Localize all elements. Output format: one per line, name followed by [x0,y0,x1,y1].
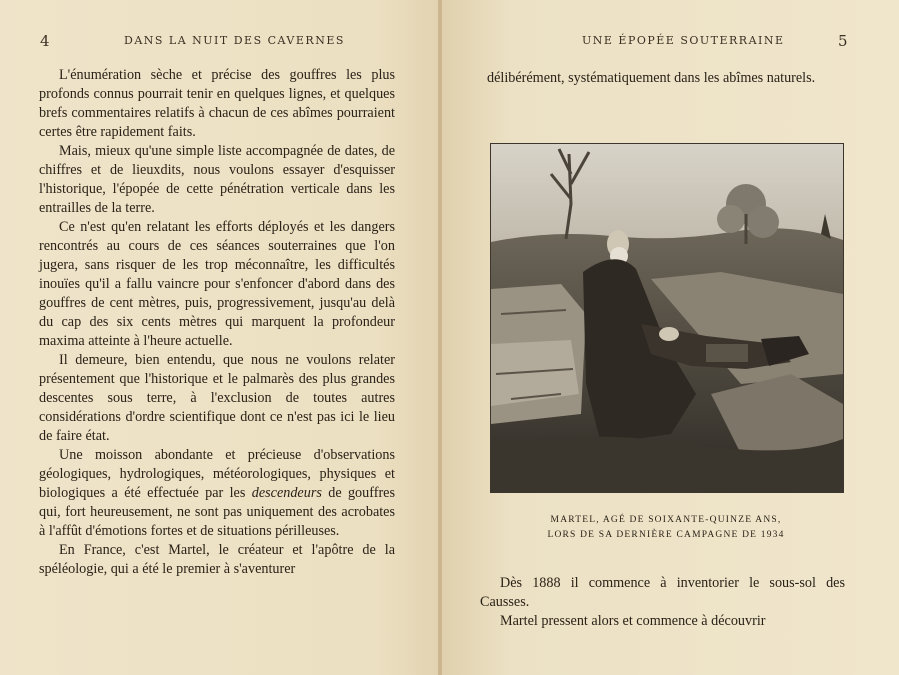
paragraph: Mais, mieux qu'une simple liste accompagnée de dates, de chiffres et de lieuxdits, nous voulons essayer d'esquisser l'historique, l'épopée de cette pénétration verticale dans les entrailles de la terre. [39,143,395,216]
caption-line: MARTEL, AGÉ DE SOIXANTE-QUINZE ANS, [550,515,782,525]
left-page [0,0,440,675]
caption-line: LORS DE SA DERNIÈRE CAMPAGNE DE 1934 [547,530,785,540]
paragraph: Dès 1888 il commence à inventorier le sous-sol des Causses. [480,575,845,610]
left-body-text [39,66,395,579]
running-header-left: DANS LA NUIT DES CAVERNES [124,34,345,47]
paragraph: Il demeure, bien entendu, que nous ne voulons relater présentement que l'historique et le palmarès des plus grandes descentes sous terre, à l'exclusion de toutes autres considérations d'ordre scientifique dont ce n'est pas ici le lieu de faire état. [39,352,395,444]
photo-caption [490,513,842,543]
paragraph: Une moisson abondante et précieuse d'observations géologiques, hydrologiques, météorologiques, physiques et biologiques a été effectuée par les descendeurs de gouffres qui, fort heureusement, ne sont pas uniquement des acrobates à l'affût d'émotions fortes et de situations périlleuses. [39,447,395,539]
martel-photograph [490,143,844,493]
paragraph: En France, c'est Martel, le créateur et l'apôtre de la spéléologie, qui a été le premier à s'aventurer [39,542,395,577]
page-number-left: 4 [40,32,50,50]
page-number-right: 5 [838,32,848,50]
paragraph: Martel pressent alors et commence à découvrir [500,613,766,629]
right-bottom-text [480,574,845,631]
photograph-illustration [491,144,843,492]
running-header-right: UNE ÉPOPÉE SOUTERRAINE [582,34,785,47]
paragraph: Ce n'est qu'en relatant les efforts déployés et les dangers rencontrés au cours de ces séances souterraines que l'on jugera, sans risquer de les trop méconnaître, les difficultés inouïes qu'il a fallu vaincre pour s'enfoncer d'abord dans des gouffres de cent mètres, puis, progressivement, jusqu'au delà du cap des six cents mètres qui marquent la profondeur maxima atteinte à l'heure actuelle. [39,219,395,349]
right-top-text [487,69,845,88]
italic-word: descendeurs [251,485,322,501]
right-page [442,0,899,675]
paragraph: L'énumération sèche et précise des gouffres les plus profonds connus pourrait tenir en quelques lignes, et quelques brefs commentaires relatifs à chacun de ces abîmes pourraient certes être rapidement faits. [39,67,395,140]
paragraph: délibérément, systématiquement dans les abîmes naturels. [487,70,816,86]
